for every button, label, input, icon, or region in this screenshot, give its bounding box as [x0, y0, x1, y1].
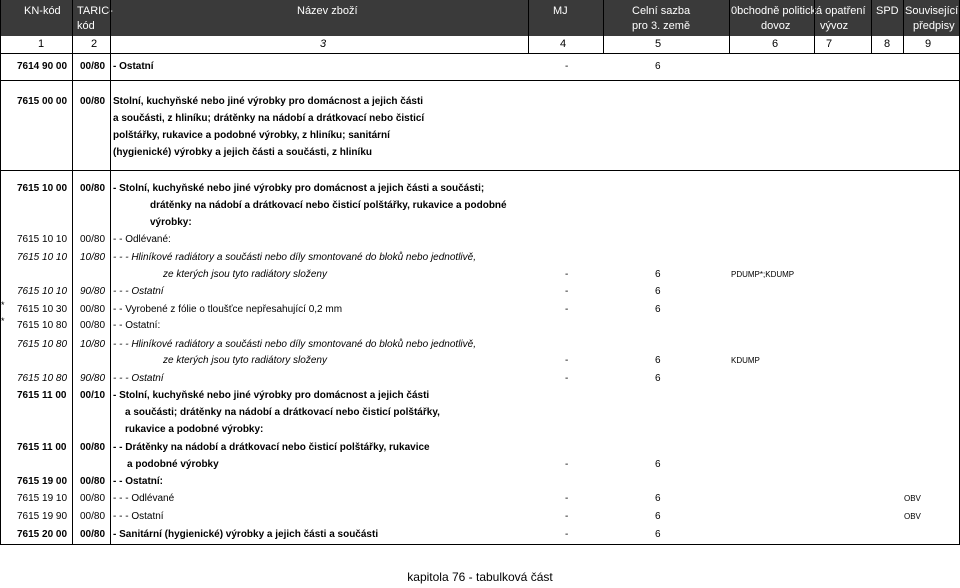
goods-description: a podobné výrobky — [127, 459, 219, 470]
column-divider — [903, 0, 904, 53]
column-divider — [814, 0, 815, 53]
table-row — [0, 58, 960, 75]
table-row — [0, 421, 960, 438]
colnum: 1 — [38, 38, 45, 50]
row-separator — [0, 170, 960, 171]
kn-code: 7615 11 00 — [17, 390, 67, 401]
colnum: 8 — [884, 38, 891, 50]
goods-description: výrobky: — [150, 217, 192, 228]
table-row — [0, 180, 960, 197]
table-row — [0, 144, 960, 161]
table-row — [0, 352, 960, 369]
goods-description: - - - Ostatní — [113, 373, 164, 384]
table-row — [0, 127, 960, 144]
header-import: dovoz — [761, 20, 791, 32]
table-row — [0, 249, 960, 266]
goods-description: - - Ostatní: — [113, 320, 161, 331]
goods-description: - - Ostatní: — [113, 476, 163, 487]
unit: - — [565, 529, 569, 540]
duty-rate: 6 — [655, 355, 661, 366]
table-row — [0, 283, 960, 300]
goods-description: - Sanitární (hygienické) výrobky a jejich části a součásti — [113, 529, 379, 540]
header-taric-2: kód — [77, 20, 95, 32]
colnum: 3 — [320, 38, 327, 50]
goods-description: Stolní, kuchyňské nebo jiné výrobky pro domácnost a jejich části — [113, 96, 424, 107]
unit: - — [565, 511, 569, 522]
table-header — [0, 0, 960, 36]
goods-description: (hygienické) výrobky a jejich části a součásti, z hliníku — [113, 147, 372, 158]
column-divider — [729, 0, 730, 53]
kn-code: 7615 20 00 — [17, 529, 68, 540]
header-spd: SPD — [876, 5, 899, 17]
table-row — [0, 336, 960, 353]
page-footer: kapitola 76 - tabulková část — [407, 570, 553, 584]
table-row — [0, 301, 960, 318]
kn-code: 7615 10 10 — [17, 252, 68, 263]
taric-code: 00/80 — [80, 234, 106, 245]
duty-rate: 6 — [655, 529, 661, 540]
taric-code: 00/80 — [80, 304, 106, 315]
taric-code: 00/80 — [80, 493, 106, 504]
taric-code: 10/80 — [80, 252, 106, 263]
taric-code: 00/80 — [80, 511, 106, 522]
unit: - — [565, 373, 569, 384]
header-mj: MJ — [553, 5, 568, 17]
duty-rate: 6 — [655, 286, 661, 297]
goods-description: - Stolní, kuchyňské nebo jiné výrobky pro domácnost a jejich části a součásti; — [113, 183, 485, 194]
header-trade: 0bchodně politická opatření — [731, 5, 866, 17]
row-separator — [0, 80, 960, 81]
goods-description: rukavice a podobné výrobky: — [125, 424, 264, 435]
table-row — [0, 317, 960, 334]
table-row — [0, 387, 960, 404]
unit: - — [565, 286, 569, 297]
goods-description: - - - Odlévané — [113, 493, 175, 504]
header-related-2: předpisy — [913, 20, 955, 32]
duty-rate: 6 — [655, 269, 661, 280]
goods-description: ze kterých jsou tyto radiátory složeny — [163, 355, 327, 366]
unit: - — [565, 269, 569, 280]
colnum: 7 — [826, 38, 833, 50]
goods-description: polštářky, rukavice a podobné výrobky, z hliníku; sanitární — [113, 130, 390, 141]
kn-code: 7615 10 80 — [17, 373, 68, 384]
unit: - — [565, 355, 569, 366]
table-row — [0, 439, 960, 456]
table-row — [0, 508, 960, 525]
colnum: 2 — [91, 38, 98, 50]
duty-rate: 6 — [655, 459, 661, 470]
header-duty-2: pro 3. země — [632, 20, 691, 32]
table-row — [0, 404, 960, 421]
export-measure: OBV — [904, 494, 921, 503]
kn-code: 7615 10 30 — [17, 304, 68, 315]
kn-code: 7615 11 00 — [17, 442, 67, 453]
unit: - — [565, 459, 569, 470]
colnum: 4 — [560, 38, 567, 50]
asterisk-marker: * — [1, 316, 5, 326]
header-name: Název zboží — [297, 5, 358, 17]
taric-code: 00/80 — [80, 183, 106, 194]
colnum: 6 — [772, 38, 779, 50]
goods-description: - Ostatní — [113, 61, 154, 72]
taric-code: 00/80 — [80, 96, 106, 107]
duty-rate: 6 — [655, 511, 661, 522]
goods-description: - - - Ostatní — [113, 511, 164, 522]
kn-code: 7615 10 80 — [17, 339, 68, 350]
goods-description: - - - Ostatní — [113, 286, 164, 297]
taric-code: 00/80 — [80, 442, 106, 453]
kn-code: 7615 19 10 — [17, 493, 68, 504]
column-number-row — [0, 36, 960, 54]
kn-code: 7615 10 10 — [17, 286, 68, 297]
header-related: Související — [905, 5, 959, 17]
import-measure: PDUMP*;KDUMP — [731, 270, 795, 279]
header-taric: TARIC- — [77, 5, 113, 17]
table-row — [0, 490, 960, 507]
taric-code: 10/80 — [80, 339, 106, 350]
duty-rate: 6 — [655, 304, 661, 315]
taric-code: 00/80 — [80, 476, 106, 487]
column-divider — [871, 0, 872, 53]
goods-description: - - Drátěnky na nádobí a drátkovací nebo čisticí polštářky, rukavice — [113, 442, 430, 453]
header-kn: KN-kód — [24, 5, 61, 17]
header-duty: Celní sazba — [632, 5, 691, 17]
column-divider — [603, 0, 604, 53]
kn-code: 7615 10 80 — [17, 320, 68, 331]
duty-rate: 6 — [655, 493, 661, 504]
goods-description: - - - Hliníkové radiátory a součásti nebo díly smontované do bloků nebo jednotlivě, — [113, 339, 476, 350]
goods-description: a součásti; drátěnky na nádobí a drátkovací nebo čisticí polštářky, — [125, 407, 440, 418]
colnum: 9 — [925, 38, 932, 50]
taric-code: 00/80 — [80, 529, 106, 540]
table-row — [0, 214, 960, 231]
goods-description: - Stolní, kuchyňské nebo jiné výrobky pro domácnost a jejich části — [113, 390, 430, 401]
goods-description: a součásti, z hliníku; drátěnky na nádobí a drátkovací nebo čisticí — [113, 113, 425, 124]
column-divider — [528, 0, 529, 53]
unit: - — [565, 61, 569, 72]
taric-code: 90/80 — [80, 373, 106, 384]
taric-code: 00/80 — [80, 320, 106, 331]
goods-description: ze kterých jsou tyto radiátory složeny — [163, 269, 327, 280]
table-row — [0, 231, 960, 248]
table-row — [0, 456, 960, 473]
table-bottom-border — [0, 544, 960, 545]
header-export: vývoz — [820, 20, 849, 32]
duty-rate: 6 — [655, 61, 661, 72]
kn-code: 7615 00 00 — [17, 96, 68, 107]
taric-code: 00/80 — [80, 61, 106, 72]
kn-code: 7614 90 00 — [17, 61, 68, 72]
kn-code: 7615 19 00 — [17, 476, 68, 487]
kn-code: 7615 10 00 — [17, 183, 68, 194]
goods-description: - - Odlévané: — [113, 234, 171, 245]
duty-rate: 6 — [655, 373, 661, 384]
import-measure: KDUMP — [731, 356, 760, 365]
goods-description: - - - Hliníkové radiátory a součásti nebo díly smontované do bloků nebo jednotlivě, — [113, 252, 476, 263]
table-row — [0, 197, 960, 214]
unit: - — [565, 304, 569, 315]
taric-code: 90/80 — [80, 286, 106, 297]
table-row — [0, 110, 960, 127]
unit: - — [565, 493, 569, 504]
colnum: 5 — [655, 38, 662, 50]
table-row — [0, 370, 960, 387]
goods-description: drátěnky na nádobí a drátkovací nebo čisticí polštářky, rukavice a podobné — [150, 200, 507, 211]
table-row — [0, 266, 960, 283]
kn-code: 7615 10 10 — [17, 234, 68, 245]
export-measure: OBV — [904, 512, 921, 521]
table-row — [0, 526, 960, 543]
taric-code: 00/10 — [80, 390, 106, 401]
table-row — [0, 473, 960, 490]
table-row — [0, 93, 960, 110]
asterisk-marker: * — [1, 300, 5, 310]
goods-description: - - Vyrobené z fólie o tloušťce nepřesahující 0,2 mm — [113, 304, 343, 315]
kn-code: 7615 19 90 — [17, 511, 68, 522]
